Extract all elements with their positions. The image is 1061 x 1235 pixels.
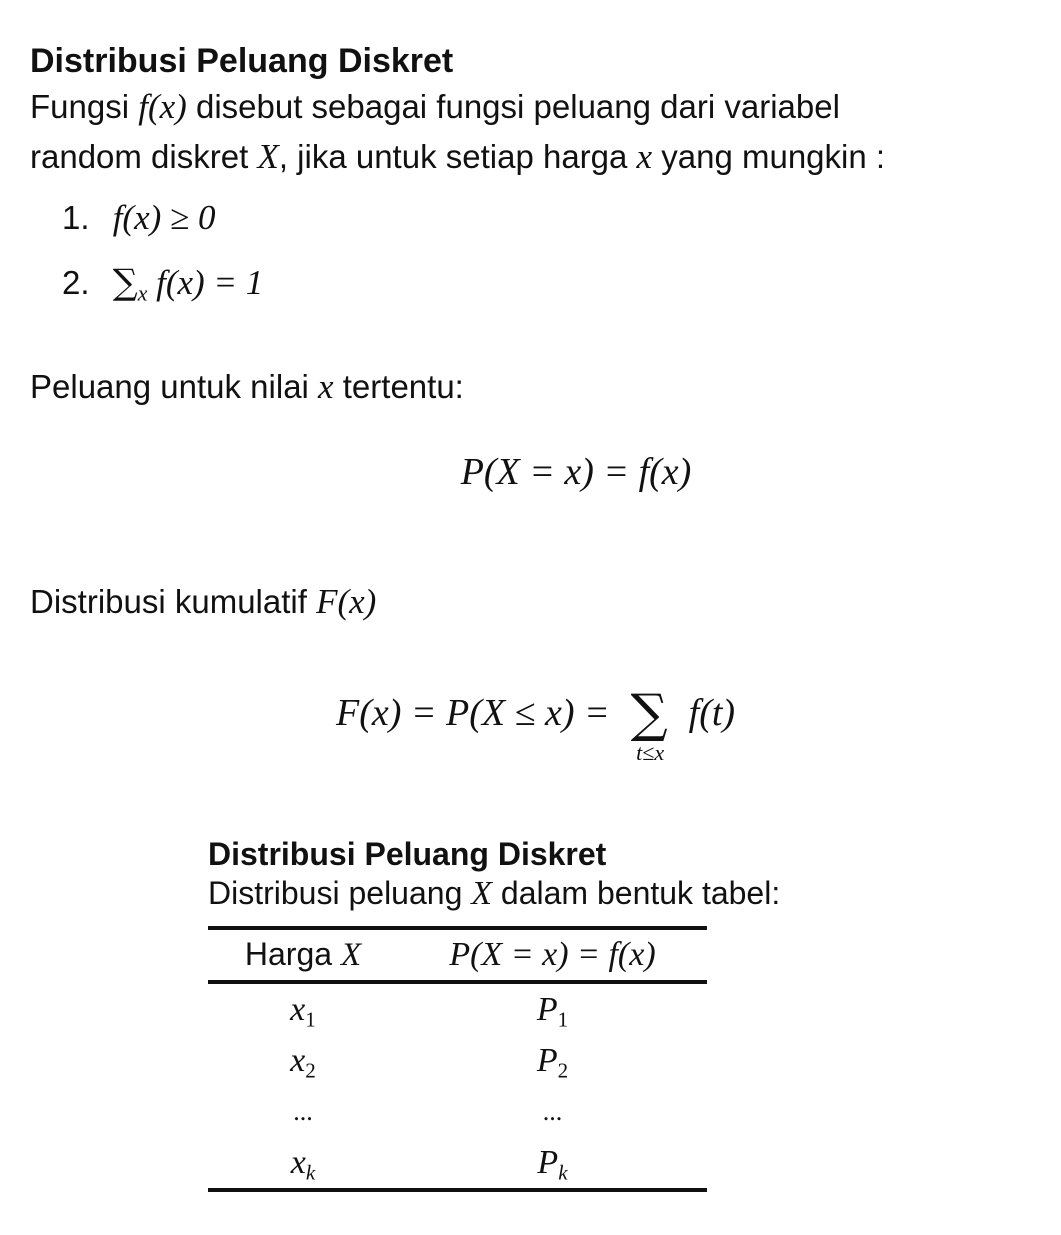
cell-value: ... [293,1096,313,1126]
sum-subscript: t≤x [636,740,665,765]
cell-x [208,982,398,1035]
cell-subscript: 1 [557,1006,569,1031]
subtitle-text: dalam bentuk tabel: [492,875,781,911]
math-F-of-x: F(x) [316,582,377,621]
cell-p [398,1137,707,1190]
table-section-subtitle [208,875,780,913]
math-x: x [636,137,653,176]
cell-p [398,1086,707,1137]
cell-value: x [290,990,306,1028]
cell-p [398,1035,707,1086]
definition-text: Fungsi [30,88,139,125]
cell-subscript: 2 [305,1057,316,1082]
cell-value: x [290,1143,306,1181]
table-row [208,1035,707,1086]
header-harga-x [208,928,398,982]
sum-subscript: x [137,281,148,306]
label-text: Distribusi kumulatif [30,583,317,620]
summation [619,678,679,765]
cell-value: x [290,1041,306,1079]
cell-value: P [536,1041,558,1079]
cell-x [208,1086,398,1137]
cell-subscript: k [558,1159,568,1184]
condition-2 [62,258,263,308]
condition-number: 1. [62,199,90,236]
definition-text: random diskret [30,138,258,175]
point-probability-formula: P(X = x) = f(x) [460,451,692,493]
condition-number: 2. [62,264,90,301]
math-x: x [318,367,334,406]
cumulative-formula [336,678,736,765]
condition-expression: f(x) = 1 [147,263,264,302]
math-X: X [340,937,362,973]
table-row [208,982,707,1035]
point-probability-label [30,362,464,412]
table-section-title: Distribusi Peluang Diskret [208,836,607,872]
table-row [208,1137,707,1190]
label-text: Peluang untuk nilai [30,368,319,405]
table-header-row [208,928,707,982]
cell-subscript: 2 [557,1057,569,1082]
table-row [208,1086,707,1137]
condition-1 [62,193,215,243]
cell-value: P [537,1143,559,1181]
cell-x [208,1035,398,1086]
cell-p [398,982,707,1035]
cumulative-label [30,577,376,627]
math-X: X [471,875,493,912]
header-probability [398,928,707,982]
formula-left: F(x) = P(X ≤ x) = [336,692,610,734]
math-f-of-x: f(x) [138,87,187,126]
header-text: Harga [244,936,341,972]
definition-text: disebut sebagai fungsi peluang dari variabel [186,88,840,125]
definition-text: yang mungkin : [652,138,886,175]
subtitle-text: Distribusi peluang [208,875,472,911]
cell-subscript: 1 [305,1006,316,1031]
condition-math [112,263,264,306]
cell-value: P [536,990,558,1028]
label-text: tertentu: [333,368,464,405]
sum-symbol: ∑ [112,263,138,303]
header-formula: P(X = x) = f(x) [449,936,656,973]
condition-math: f(x) ≥ 0 [112,198,216,237]
definition-text: , jika untuk setiap harga [278,138,637,175]
sum-symbol: ∑ [630,684,668,744]
definition-line-2 [30,132,885,182]
cell-subscript: k [305,1159,316,1184]
cell-x [208,1137,398,1190]
cell-value: ... [542,1096,563,1126]
section-title: Distribusi Peluang Diskret [30,42,454,80]
math-X: X [257,137,279,176]
definition-line-1 [30,82,840,132]
distribution-table [208,926,707,1192]
formula-right: f(t) [688,692,736,734]
